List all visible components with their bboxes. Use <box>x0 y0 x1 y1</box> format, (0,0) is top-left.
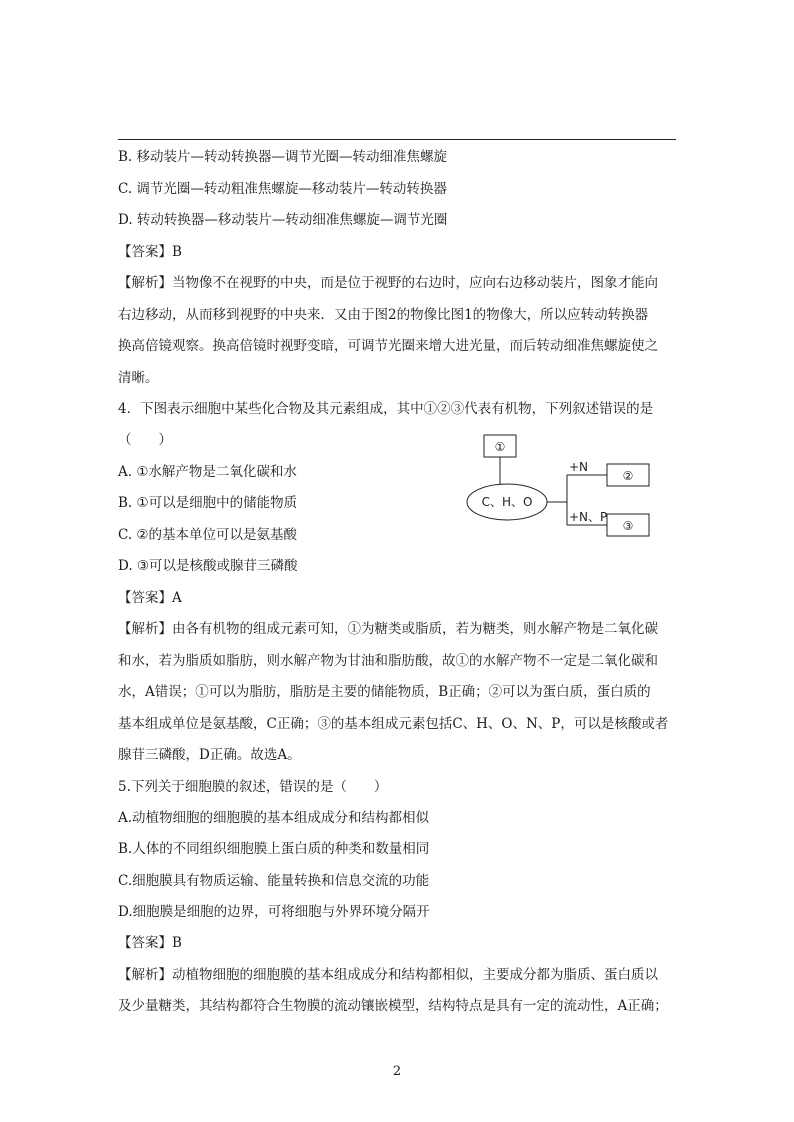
option-4b: B. ①可以是细胞中的储能物质 <box>118 495 298 511</box>
analysis-3-line2: 右边移动，从而移到视野的中央来．又由于图2的物像比图1的物像大，所以应转动转换器 <box>118 307 649 323</box>
option-3c: C. 调节光圈—转动粗准焦螺旋—移动装片—转动转换器 <box>118 181 447 197</box>
header-rule <box>118 139 676 140</box>
analysis-4-line3: 水，A错误；①可以为脂肪，脂肪是主要的储能物质，B正确；②可以为蛋白质，蛋白质的 <box>118 684 651 700</box>
option-3b: B. 移动装片—转动转换器—调节光圈—转动细准焦螺旋 <box>118 149 448 165</box>
box-3-label: ③ <box>622 519 634 533</box>
answer-3: 【答案】B <box>118 244 182 260</box>
option-4a: A. ①水解产物是二氧化碳和水 <box>118 464 297 480</box>
option-3d: D. 转动转换器—移动装片—转动细准焦螺旋—调节光圈 <box>118 212 448 228</box>
option-5a: A.动植物细胞的细胞膜的基本组成成分和结构都相似 <box>118 810 430 826</box>
box-1-label: ① <box>494 440 506 454</box>
analysis-4-line5: 腺苷三磷酸，D正确。故选A。 <box>118 747 301 763</box>
box-2-label: ② <box>622 469 634 483</box>
analysis-4-line2: 和水，若为脂质如脂肪，则水解产物为甘油和脂肪酸，故①的水解产物不一定是二氧化碳和 <box>118 653 658 669</box>
question-4-paren: （ ） <box>118 432 172 448</box>
analysis-3-line3: 换高倍镜观察。换高倍镜时视野变暗，可调节光圈来增大进光量，而后转动细准焦螺旋使之 <box>118 338 658 354</box>
analysis-5-line1: 【解析】动植物细胞的细胞膜的基本组成成分和结构都相似，主要成分都为脂质、蛋白质以 <box>118 967 658 983</box>
arrow-3-label: +N、P <box>569 510 608 524</box>
option-4c: C. ②的基本单位可以是氨基酸 <box>118 527 298 543</box>
arrow-2-label: +N <box>569 460 589 474</box>
answer-5: 【答案】B <box>118 935 182 951</box>
analysis-5-line2: 及少量糖类，其结构都符合生物膜的流动镶嵌模型，结构特点是具有一定的流动性，A正确； <box>118 998 668 1014</box>
page-number: 2 <box>392 1064 402 1079</box>
question-5-stem: 5.下列关于细胞膜的叙述，错误的是（ ） <box>118 779 388 795</box>
element-label: C、H、O <box>481 495 533 509</box>
analysis-3-line1: 【解析】当物像不在视野的中央，而是位于视野的右边时，应向右边移动装片，图象才能向 <box>118 275 658 291</box>
analysis-4-line1: 【解析】由各有机物的组成元素可知，①为糖类或脂质，若为糖类，则水解产物是二氧化碳 <box>118 621 658 637</box>
analysis-4-line4: 基本组成单位是氨基酸，C正确；③的基本组成元素包括C、H、O、N、P，可以是核酸或者 <box>118 716 669 732</box>
option-5c: C.细胞膜具有物质运输、能量转换和信息交流的功能 <box>118 873 430 889</box>
option-4d: D. ③可以是核酸或腺苷三磷酸 <box>118 558 298 574</box>
answer-4: 【答案】A <box>118 590 182 606</box>
compound-element-diagram <box>462 430 662 545</box>
analysis-3-line4: 清晰。 <box>118 370 159 386</box>
option-5b: B.人体的不同组织细胞膜上蛋白质的种类和数量相同 <box>118 841 430 857</box>
question-4-stem: 4．下图表示细胞中某些化合物及其元素组成，其中①②③代表有机物，下列叙述错误的是 <box>118 401 654 417</box>
option-5d: D.细胞膜是细胞的边界，可将细胞与外界环境分隔开 <box>118 904 430 920</box>
